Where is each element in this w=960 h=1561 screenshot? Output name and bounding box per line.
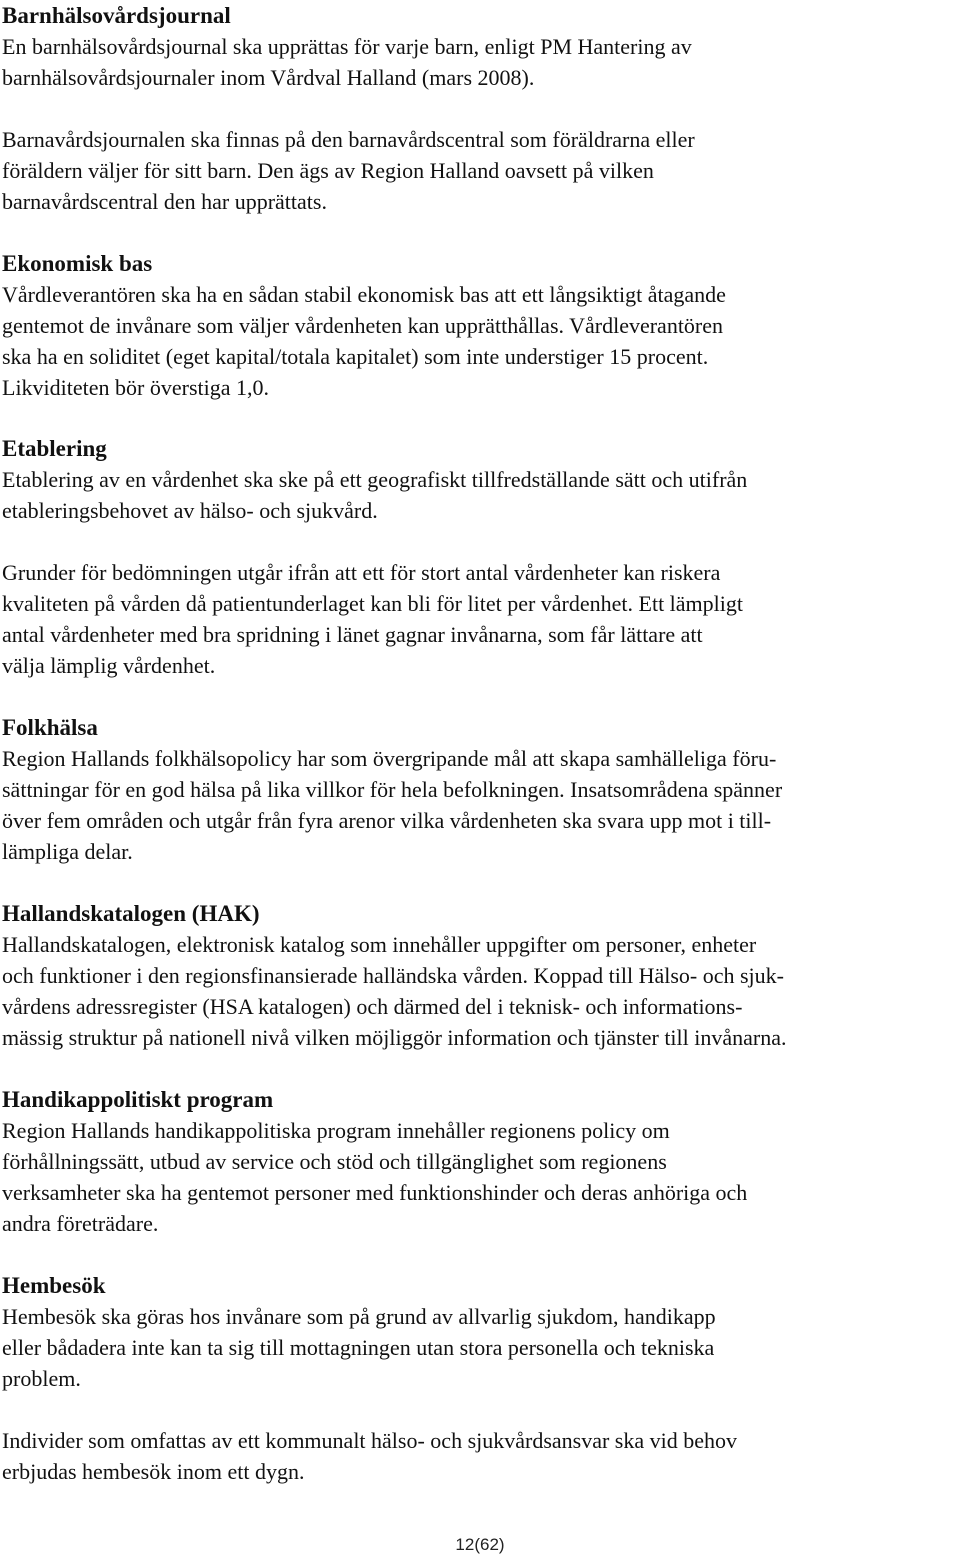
text-line: och funktioner i den regionsfinansierade halländska vården. Koppad till Hälso- och sjuk- — [2, 963, 784, 988]
text-line: mässig struktur på nationell nivå vilken möjliggör information och tjänster till invånarna. — [2, 1025, 787, 1050]
section-heading: Folkhälsa — [2, 715, 98, 740]
section-hembesok — [2, 1270, 960, 1394]
section-folkhalsa — [2, 712, 960, 867]
paragraph — [2, 1115, 960, 1239]
text-line: Individer som omfattas av ett kommunalt hälso- och sjukvårdsansvar ska vid behov — [2, 1428, 738, 1453]
paragraph — [2, 929, 960, 1053]
section-heading: Hallandskatalogen (HAK) — [2, 901, 260, 926]
section-etablering — [2, 433, 960, 526]
text-line: etableringsbehovet av hälso- och sjukvård. — [2, 498, 378, 523]
paragraph — [2, 279, 960, 403]
text-line: barnavårdscentral den har upprättats. — [2, 189, 327, 214]
text-line: barnhälsovårdsjournaler inom Vårdval Halland (mars 2008). — [2, 65, 535, 90]
text-line: vårdens adressregister (HSA katalogen) och därmed del i teknisk- och informations- — [2, 994, 743, 1019]
paragraph — [2, 464, 960, 526]
text-line: Likviditeten bör överstiga 1,0. — [2, 375, 269, 400]
text-line: Hembesök ska göras hos invånare som på grund av allvarlig sjukdom, handikapp — [2, 1304, 716, 1329]
text-line: Hallandskatalogen, elektronisk katalog som innehåller uppgifter om personer, enheter — [2, 932, 757, 957]
text-line: erbjudas hembesök inom ett dygn. — [2, 1459, 305, 1484]
text-line: Region Hallands handikappolitiska program innehåller regionens policy om — [2, 1118, 670, 1143]
text-line: välja lämplig vårdenhet. — [2, 653, 216, 678]
section-barnhalsovardsjournal-p2 — [2, 124, 960, 217]
text-line: kvaliteten på vården då patientunderlaget kan bli för litet per vårdenhet. Ett lämpligt — [2, 591, 744, 616]
section-hallandskatalogen — [2, 898, 960, 1053]
text-line: eller bådadera inte kan ta sig till mottagningen utan stora personella och tekniska — [2, 1335, 715, 1360]
text-line: andra företrädare. — [2, 1211, 159, 1236]
text-line: Region Hallands folkhälsopolicy har som övergripande mål att skapa samhälleliga föru- — [2, 746, 777, 771]
text-line: lämpliga delar. — [2, 839, 133, 864]
paragraph — [2, 1301, 960, 1394]
paragraph — [2, 124, 960, 217]
page-number: 12(62) — [455, 1535, 505, 1554]
section-handikappolitiskt-program — [2, 1084, 960, 1239]
text-line: Grunder för bedömningen utgår ifrån att ett för stort antal vårdenheter kan riskera — [2, 560, 721, 585]
section-ekonomisk-bas — [2, 248, 960, 403]
text-line: sättningar för en god hälsa på lika villkor för hela befolkningen. Insatsområdena spänner — [2, 777, 783, 802]
section-barnhalsovardsjournal — [2, 0, 960, 93]
section-hembesok-p2 — [2, 1425, 960, 1487]
text-line: En barnhälsovårdsjournal ska upprättas för varje barn, enligt PM Hantering av — [2, 34, 692, 59]
text-line: gentemot de invånare som väljer vårdenheten kan upprätthållas. Vårdleverantören — [2, 313, 724, 338]
text-line: antal vårdenheter med bra spridning i länet gagnar invånarna, som får lättare att — [2, 622, 703, 647]
text-line: föräldern väljer för sitt barn. Den ägs av Region Halland oavsett på vilken — [2, 158, 654, 183]
section-etablering-p2 — [2, 557, 960, 681]
section-heading: Hembesök — [2, 1273, 106, 1298]
section-heading: Etablering — [2, 436, 107, 461]
paragraph — [2, 31, 960, 93]
paragraph — [2, 743, 960, 867]
text-line: över fem områden och utgår från fyra arenor vilka vårdenheten ska svara upp mot i till- — [2, 808, 772, 833]
text-line: verksamheter ska ha gentemot personer med funktionshinder och deras anhöriga och — [2, 1180, 748, 1205]
text-line: Etablering av en vårdenhet ska ske på ett geografiskt tillfredställande sätt och utifrån — [2, 467, 748, 492]
text-line: Vårdleverantören ska ha en sådan stabil ekonomisk bas att ett långsiktigt åtagande — [2, 282, 726, 307]
section-heading: Handikappolitiskt program — [2, 1087, 274, 1112]
text-line: Barnavårdsjournalen ska finnas på den barnavårdscentral som föräldrarna eller — [2, 127, 695, 152]
section-heading: Ekonomisk bas — [2, 251, 153, 276]
text-line: förhållningssätt, utbud av service och stöd och tillgänglighet som regionens — [2, 1149, 667, 1174]
paragraph — [2, 1425, 960, 1487]
text-line: ska ha en soliditet (eget kapital/totala kapitalet) som inte understiger 15 procent. — [2, 344, 709, 369]
text-line: problem. — [2, 1366, 81, 1391]
paragraph — [2, 557, 960, 681]
section-heading: Barnhälsovårdsjournal — [2, 3, 231, 28]
